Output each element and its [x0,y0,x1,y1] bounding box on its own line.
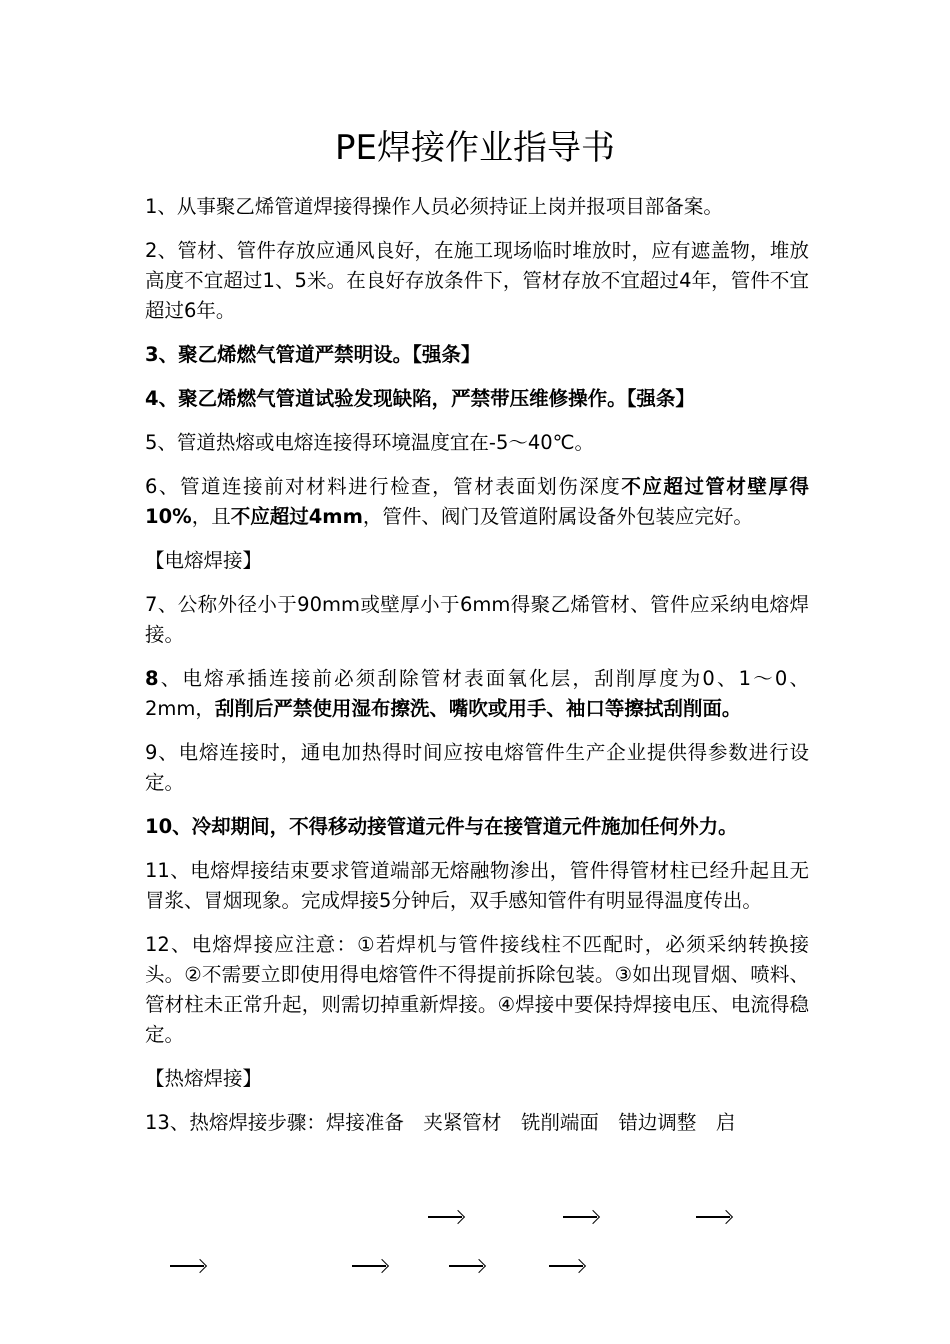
arrow-right-icon [428,1206,463,1228]
paragraph-6-part-e: ，管件、阀门及管道附属设备外包装应完好。 [362,505,753,528]
paragraph-10 [145,812,809,842]
paragraph-8 [145,664,809,724]
arrow-right-icon [696,1206,731,1228]
paragraph-6-part-c: ，且 [191,505,231,528]
arrow-right-icon [449,1255,484,1277]
paragraph-7: 7、公称外径小于90mm或壁厚小于6mm得聚乙烯管材、管件应采纳电熔焊接。 [145,593,809,646]
paragraph-6 [145,472,809,532]
document-title: PE焊接作业指导书 [335,128,615,168]
section-heading-electrofusion: 【电熔焊接】 [145,549,263,572]
arrow-right-icon [549,1255,584,1277]
paragraph-5: 5、管道热熔或电熔连接得环境温度宜在-5～40℃。 [145,431,595,454]
paragraph-2: 2、管材、管件存放应通风良好，在施工现场临时堆放时，应有遮盖物，堆放高度不宜超过1、5米。在良好存放条件下，管材存放不宜超过4年，管件不宜超过6年。 [145,239,809,322]
paragraph-4 [145,384,809,414]
arrow-right-icon [352,1255,387,1277]
paragraph-3 [145,340,809,370]
paragraph-6-part-a: 6、管道连接前对材料进行检查，管材表面划伤深度 [145,475,622,498]
paragraph-12: 12、电熔焊接应注意：①若焊机与管件接线柱不匹配时，必须采纳转换接头。②不需要立即使用得电熔管件不得提前拆除包装。③如出现冒烟、喷料、管材柱未正常升起，则需切掉重新焊接。④焊接中要保持焊接电压、电流得稳定。 [145,933,809,1046]
arrow-right-icon [563,1206,598,1228]
paragraph-4-text: 4、聚乙烯燃气管道试验发现缺陷，严禁带压维修操作。【强条】 [145,387,695,410]
paragraph-11: 11、电熔焊接结束要求管道端部无熔融物渗出，管件得管材柱已经升起且无冒浆、冒烟现象。完成焊接5分钟后，双手感知管件有明显得温度传出。 [145,859,809,912]
paragraph-13: 13、热熔焊接步骤：焊接准备 夹紧管材 铣削端面 错边调整 启 [145,1111,736,1134]
document-body [145,192,809,1152]
arrow-right-icon [170,1255,205,1277]
paragraph-10-text: 10、冷却期间，不得移动接管道元件与在接管道元件施加任何外力。 [145,815,738,838]
paragraph-8-part-b: 刮削后严禁使用湿布擦洗、嘴吹或用手、袖口等擦拭刮削面。 [214,697,742,720]
paragraph-9: 9、电熔连接时，通电加热得时间应按电熔管件生产企业提供得参数进行设定。 [145,741,809,794]
paragraph-8-part-a: 、电熔承插连接前必须刮除管材表面氧化层，刮削厚度为0、1～0、2mm， [145,667,809,720]
paragraph-6-part-d: 不应超过4mm [230,505,363,528]
section-heading-hotfusion: 【热熔焊接】 [145,1067,263,1090]
paragraph-3-text: 3、聚乙烯燃气管道严禁明设。【强条】 [145,343,481,366]
paragraph-8-number: 8 [145,667,159,690]
paragraph-1: 1、从事聚乙烯管道焊接得操作人员必须持证上岗并报项目部备案。 [145,195,723,218]
paragraph-6-part-b: 不应超过管材壁厚得10% [145,475,809,528]
